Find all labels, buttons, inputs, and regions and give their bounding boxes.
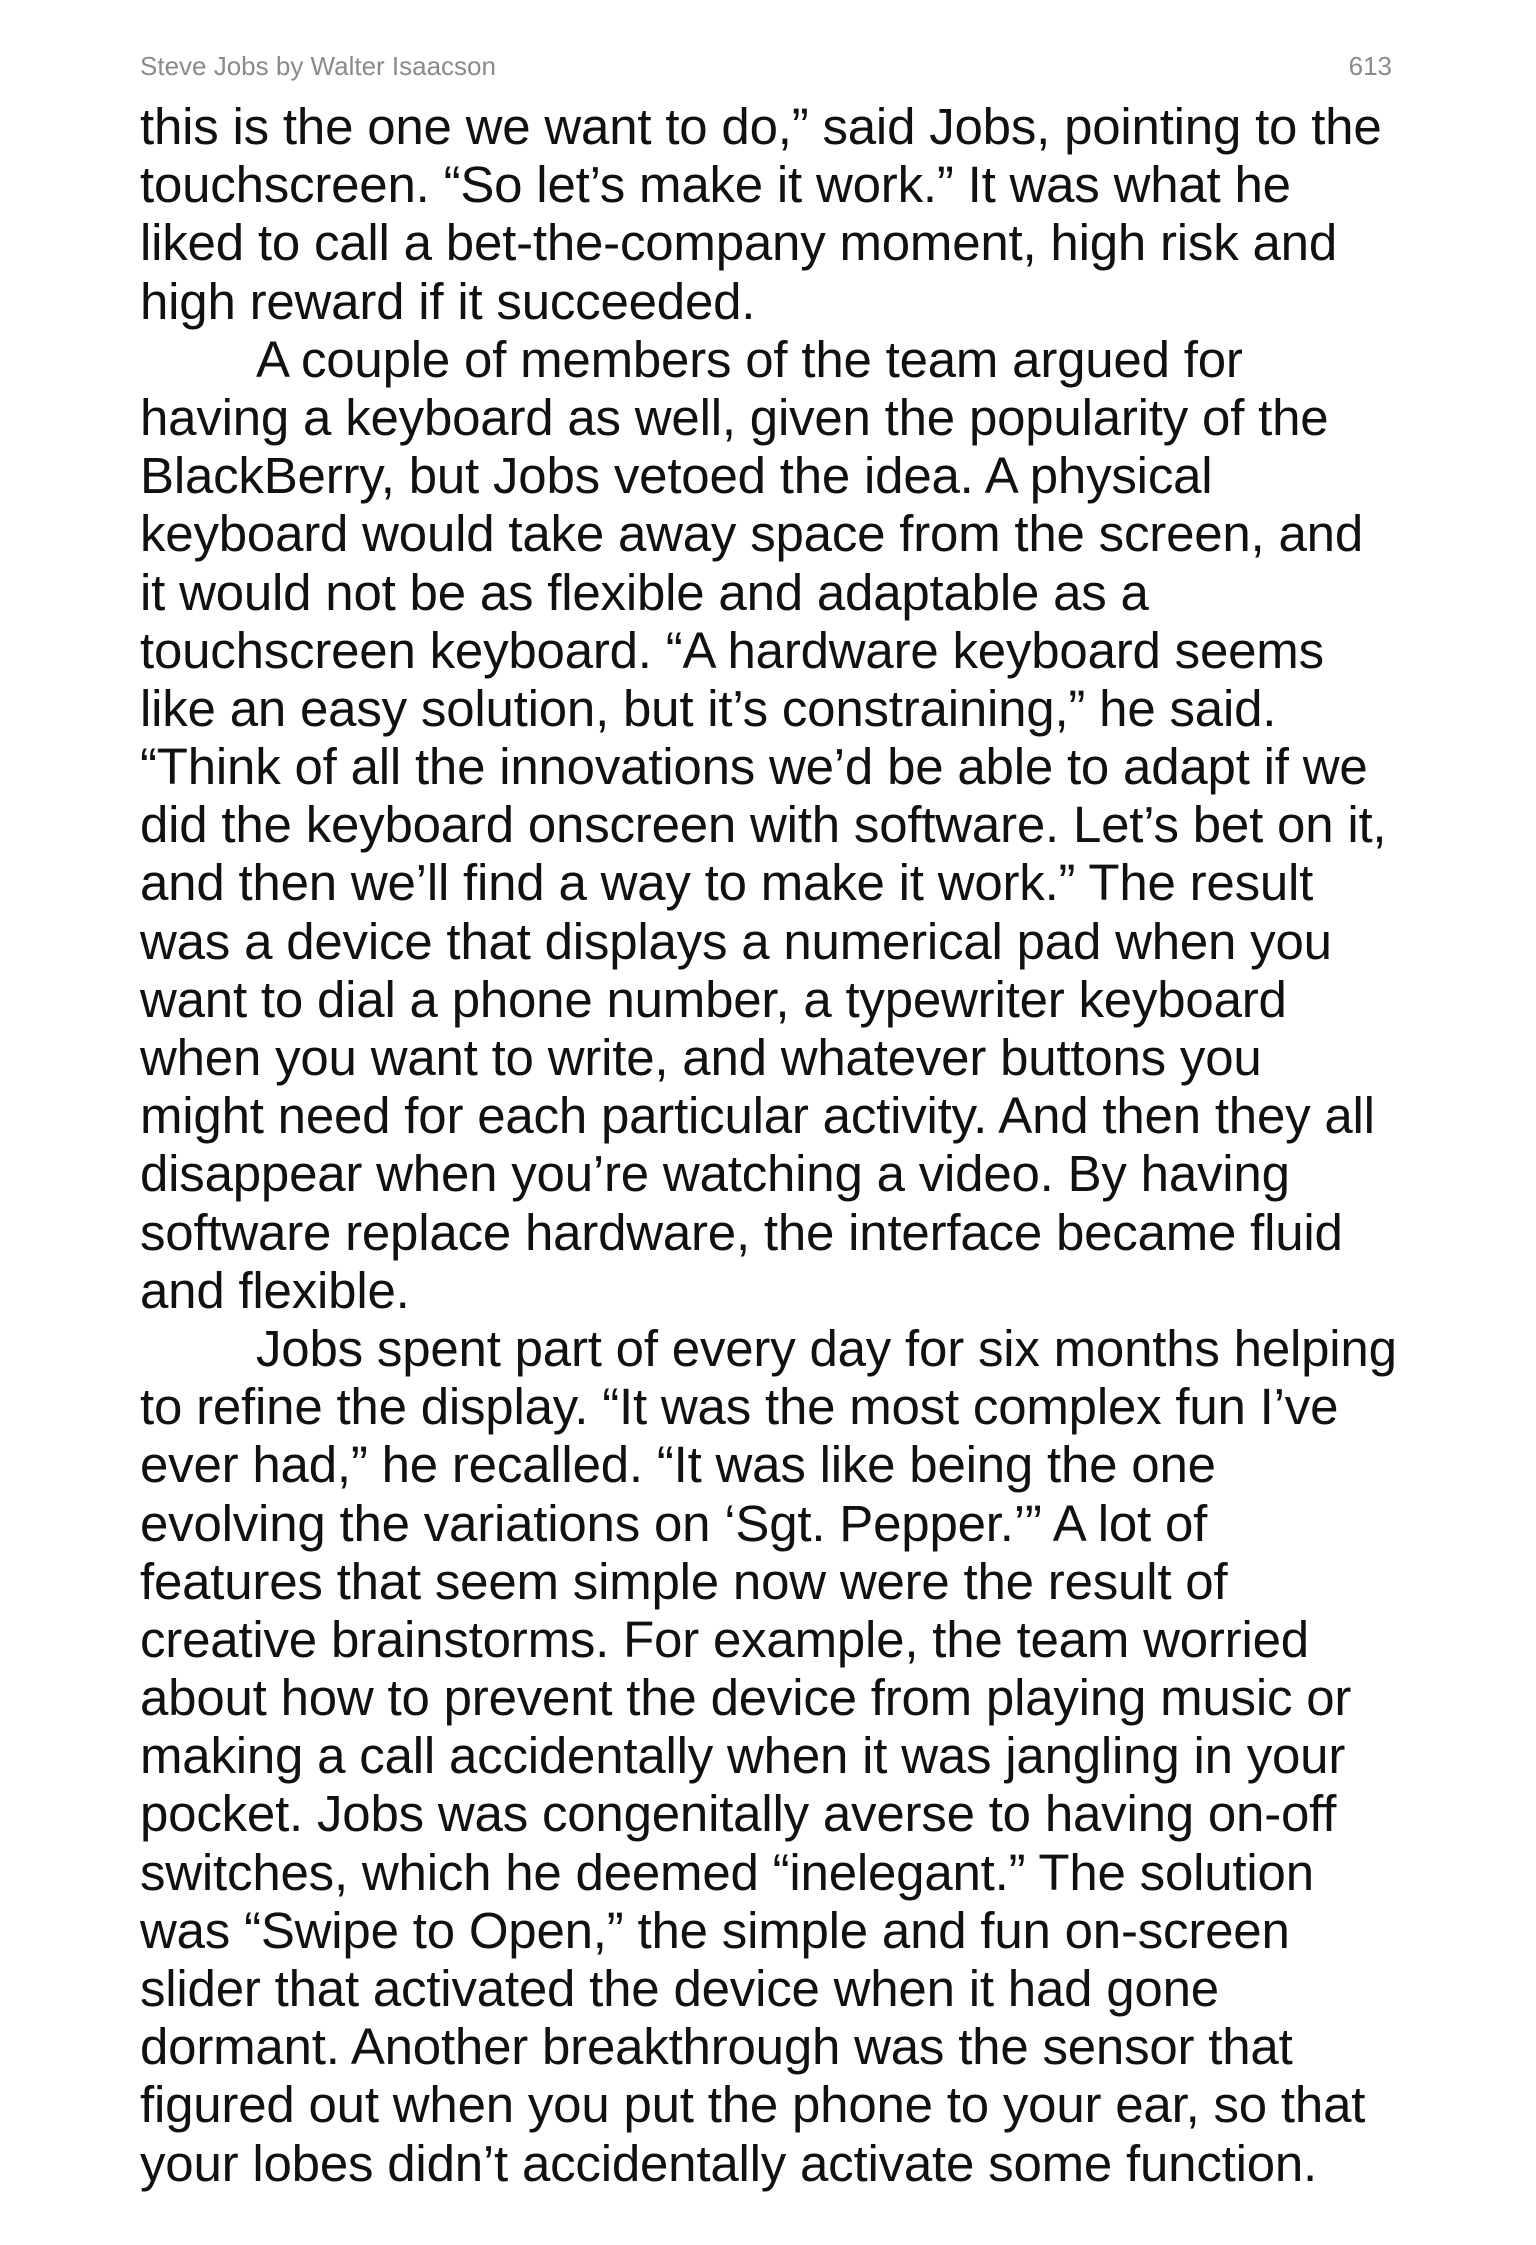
text-line: like an easy solution, but it’s constraining,” he said. <box>140 679 1277 737</box>
text-line: A couple of members of the team argued for <box>256 330 1243 388</box>
text-line: and flexible. <box>140 1261 410 1319</box>
text-line: making a call accidentally when it was jangling in your <box>140 1727 1346 1785</box>
text-line: about how to prevent the device from playing music or <box>140 1669 1352 1727</box>
page-header <box>140 50 1392 82</box>
text-line: switches, which he deemed “inelegant.” The solution <box>140 1843 1314 1901</box>
page-number: 613 <box>1348 50 1392 81</box>
text-line: liked to call a bet-the-company moment, high risk and <box>140 214 1337 272</box>
text-line: touchscreen. “So let’s make it work.” It was what he <box>140 156 1291 214</box>
page-body-text <box>140 98 1408 2193</box>
text-line: this is the one we want to do,” said Jobs, pointing to the <box>140 98 1382 155</box>
text-line: was “Swipe to Open,” the simple and fun on-screen <box>140 1901 1290 1959</box>
text-line: evolving the variations on ‘Sgt. Pepper.’” A lot of <box>140 1494 1208 1552</box>
text-line: ever had,” he recalled. “It was like being the one <box>140 1436 1216 1494</box>
text-line: it would not be as flexible and adaptable as a <box>140 563 1149 621</box>
text-line: figured out when you put the phone to your ear, so that <box>140 2076 1366 2134</box>
text-line: touchscreen keyboard. “A hardware keyboard seems <box>140 621 1324 679</box>
text-line: did the keyboard onscreen with software. Let’s bet on it, <box>140 796 1387 854</box>
text-line: want to dial a phone number, a typewriter keyboard <box>140 970 1287 1028</box>
text-line: and then we’ll find a way to make it work.” The result <box>140 854 1314 912</box>
text-line: when you want to write, and whatever buttons you <box>140 1029 1262 1086</box>
text-line: disappear when you’re watching a video. By having <box>140 1145 1290 1203</box>
text-line: might need for each particular activity. And then they all <box>140 1087 1375 1145</box>
text-line: dormant. Another breakthrough was the sensor that <box>140 2018 1293 2076</box>
text-line: high reward if it succeeded. <box>140 272 756 330</box>
text-line: keyboard would take away space from the screen, and <box>140 505 1363 563</box>
text-line: was a device that displays a numerical pad when you <box>140 912 1332 970</box>
text-line: to refine the display. “It was the most complex fun I’ve <box>140 1378 1339 1436</box>
text-line: Jobs spent part of every day for six months helping <box>256 1319 1397 1377</box>
text-line: BlackBerry, but Jobs vetoed the idea. A physical <box>140 447 1213 505</box>
text-line: having a keyboard as well, given the popularity of the <box>140 388 1329 446</box>
text-line: pocket. Jobs was congenitally averse to having on-off <box>140 1785 1337 1843</box>
text-line: creative brainstorms. For example, the team worried <box>140 1610 1309 1668</box>
text-line: “Think of all the innovations we’d be able to adapt if we <box>140 738 1368 796</box>
text-line: software replace hardware, the interface became fluid <box>140 1203 1343 1261</box>
text-line: your lobes didn’t accidentally activate some function. <box>140 2134 1318 2192</box>
text-line: slider that activated the device when it had gone <box>140 1960 1219 2017</box>
text-line: features that seem simple now were the result of <box>140 1552 1228 1610</box>
running-title: Steve Jobs by Walter Isaacson <box>140 50 496 81</box>
